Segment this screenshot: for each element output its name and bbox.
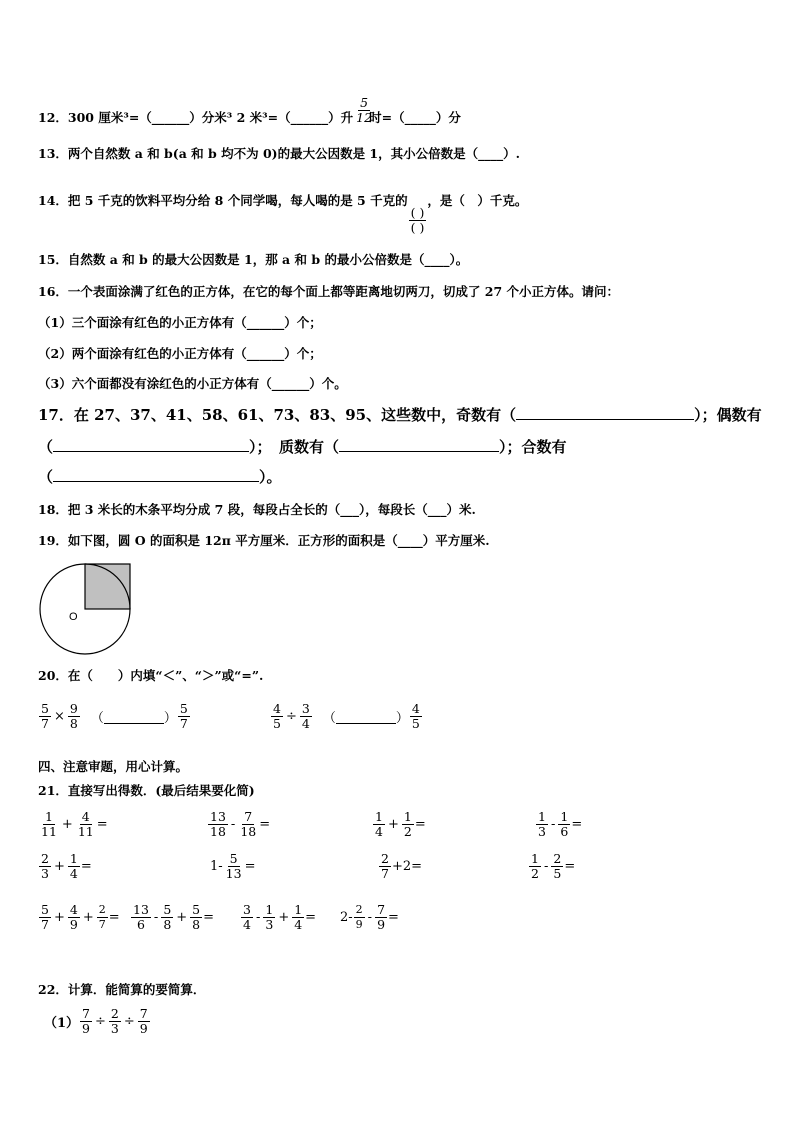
q21-item-8: $\frac{1}{2}$ - $\frac{2}{5}$ = [531,851,576,881]
q12-fraction: $\frac{5}{12}$ [356,95,373,125]
q18-blank-2[interactable]: ___ [427,502,447,517]
question-20: 20．在（ ）内填“＜”、“＞”或“=”. [38,668,264,683]
q21-item-12: 2- $\frac{2}{9}$ - $\frac{7}{9}$ = [340,902,399,932]
q21-item-4: $\frac{1}{3}$ - $\frac{1}{6}$ = [538,809,583,839]
q13-tail: ）. [503,146,520,161]
question-16-sub-1: （1）三个面涂有红色的小正方体有（______）个； [38,315,322,330]
q15-text: 15．自然数 a 和 b 的最大公因数是 1，那 a 和 b 的最小公倍数是（ [38,252,425,267]
q12-blank-1[interactable]: ______ [151,110,190,125]
q21-item-6: 1- $\frac{5}{13}$ = [210,851,256,881]
q21-item-5: $\frac{2}{3}$ + $\frac{1}{4}$ = [41,851,92,881]
q12-text: 12．300 厘米³=（ [38,110,152,125]
question-16 [38,283,619,301]
question-18: 18．把 3 米长的木条平均分成 7 段，每段占全长的（___），每段长（___）米. [38,502,476,517]
q15-blank[interactable]: ____ [424,252,450,267]
q12-text-b: ）分米³ 2 米³=（ [189,110,291,125]
q21-item-3: $\frac{1}{4}$ + $\frac{1}{2}$ = [375,809,426,839]
q16-text: 16．一个表面涂满了红色的正方体，在它的每个面上都等距离地切两刀，切成了 27 个小正方体。请问： [38,284,619,299]
q14-text: 14．把 5 千克的饮料平均分给 8 个同学喝，每人喝的是 5 千克的 [38,193,408,208]
q17-even-blank[interactable] [53,451,249,452]
q20-compare-2: $\frac{4}{5}$ ÷ $\frac{3}{4}$ （ ） $\frac{4}{5}$ [273,701,420,731]
q20-blank-2[interactable] [336,709,396,724]
question-12 [38,95,461,127]
q18-blank-1[interactable]: ___ [340,502,359,517]
q22-sub-1: （1） $\frac{7}{9}$ ÷ $\frac{2}{3}$ ÷ $\frac{7}{9}$ [44,1006,148,1036]
q15-tail: ）。 [449,252,469,267]
q13-blank[interactable]: ____ [478,146,504,161]
question-17-line-2: （ ）； 质数有（ ）；合数有 [38,438,567,456]
q21-item-2: $\frac{13}{18}$ - $\frac{7}{18}$ = [210,809,271,839]
q14-fraction[interactable]: $\frac{( )}{( )}$ [410,205,425,235]
q21-item-7: $\frac{2}{7}$ +2= [381,851,423,881]
q16-blank-1[interactable]: ______ [246,315,285,330]
q21-item-9: $\frac{5}{7}$ + $\frac{4}{9}$ + $\frac{2}{7}$ = [41,902,120,932]
question-15 [38,251,468,269]
question-14 [38,192,527,235]
q12-text-d: 时=（ [369,110,405,125]
section-4-title: 四、注意审题，用心计算。 [38,759,189,774]
q21-item-10: $\frac{13}{6}$ - $\frac{5}{8}$ + $\frac{5}{8}$ = [133,902,215,932]
q12-blank-2[interactable]: ______ [290,110,329,125]
q13-text: 13．两个自然数 a 和 b(a 和 b 均不为 0)的最大公因数是 1，其小公倍数是（ [38,146,479,161]
question-16-sub-3: （3）六个面都没有涂红色的小正方体有（______）个。 [38,376,347,391]
q16-blank-2[interactable]: ______ [246,346,285,361]
circle-center-label: O [69,611,78,623]
shaded-square [85,564,130,609]
q12-text-e: ）分 [435,110,461,125]
q12-blank-3[interactable]: _____ [404,110,436,125]
question-17-line-3: （ ）。 [38,468,282,486]
q20-compare-1: $\frac{5}{7}$ × $\frac{9}{8}$ （ ） $\frac{5}{7}$ [41,701,188,731]
q20-blank-1[interactable] [104,709,164,724]
q21-item-11: $\frac{3}{4}$ - $\frac{1}{3}$ + $\frac{1}{4}$ = [243,902,317,932]
question-21: 21．直接写出得数．(最后结果要化简) [38,783,255,798]
question-16-sub-2: （2）两个面涂有红色的小正方体有（______）个； [38,346,322,361]
q16-blank-3[interactable]: ______ [271,376,310,391]
question-17-line-1: 17．在 27、37、41、58、61、73、83、95、这些数中，奇数有（ ）；偶数有 [38,406,762,424]
q19-blank[interactable]: ____ [397,533,423,548]
q21-item-1: $\frac{1}{11}$ + $\frac{4}{11}$ = [41,809,108,839]
circle-square-figure [38,562,134,658]
q12-text-c: ）升 [328,110,354,125]
q17-composite-blank[interactable] [53,481,259,482]
q14-tail: ，是（ ）千克。 [427,193,528,208]
q17-odd-blank[interactable] [516,419,694,420]
question-19: 19．如下图，圆 O 的面积是 12π 平方厘米．正方形的面积是（____）平方厘米. [38,533,490,548]
question-13 [38,145,520,163]
question-22: 22．计算．能简算的要简算． [38,982,206,997]
q17-prime-blank[interactable] [339,451,499,452]
